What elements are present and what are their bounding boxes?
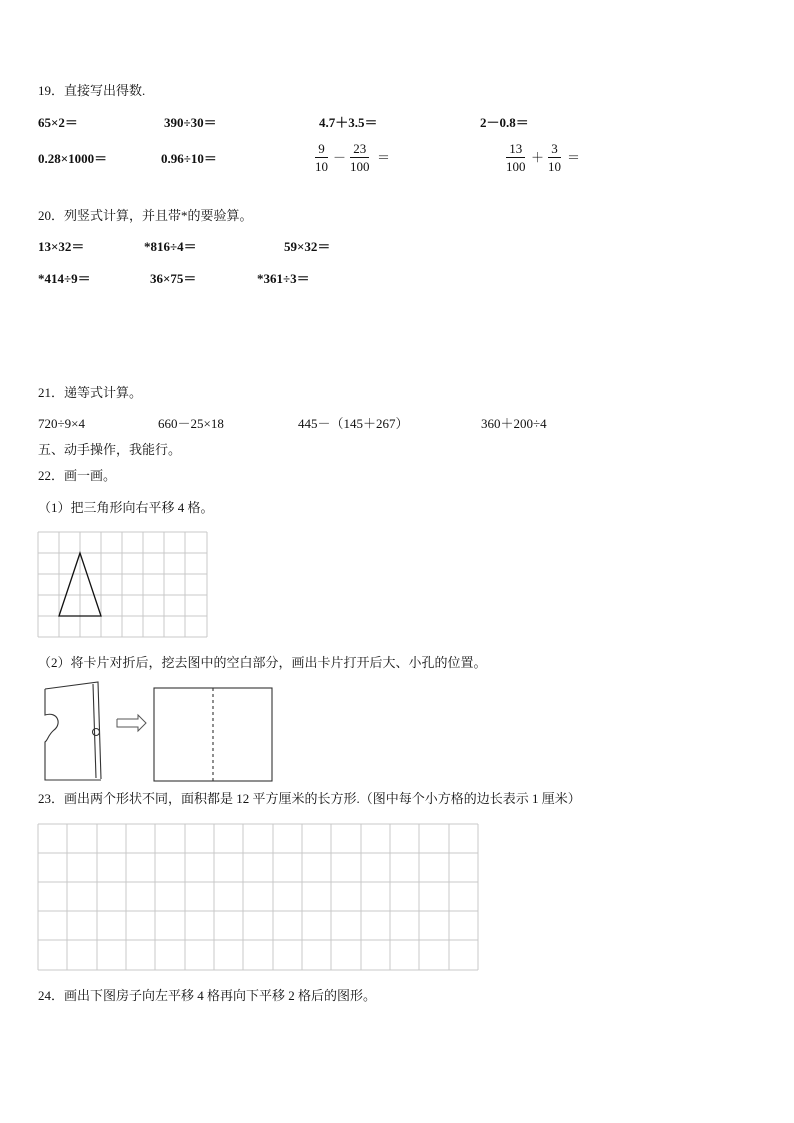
q22-sub1: （1）把三角形向右平移 4 格。 [38,500,214,515]
q21-item-4: 360＋200÷4 [481,416,547,431]
q22-sub2: （2）将卡片对折后，挖去图中的空白部分，画出卡片打开后大、小孔的位置。 [38,655,487,670]
minus-operator: － [333,150,347,165]
q21-item-1: 720÷9×4 [38,416,85,431]
q20-title: 20．列竖式计算，并且带*的要验算。 [38,208,253,223]
q19-item-3: 4.7＋3.5＝ [319,115,378,130]
q20-item-6: *361÷3＝ [257,271,310,286]
q22-title: 22．画一画。 [38,468,117,483]
fraction-23-100 [347,141,373,174]
q19-item-2: 390÷30＝ [164,115,217,130]
fraction-3-10 [545,141,564,174]
numerator: 9 [315,141,328,158]
q21-title: 21．递等式计算。 [38,385,143,400]
rectangle-grid [37,823,481,973]
q19-item-1: 65×2＝ [38,115,78,130]
denominator: 100 [350,159,370,174]
arrow-icon [117,715,146,731]
q20-item-1: 13×32＝ [38,239,85,254]
numerator: 3 [548,141,561,158]
plus-operator: ＋ [531,150,545,165]
q19-item-6: 0.96÷10＝ [161,151,217,166]
q23-title: 23．画出两个形状不同，面积都是 12 平方厘米的长方形.（图中每个小方格的边长表示 1 厘米） [38,791,581,806]
equals-sign: ＝ [377,150,391,165]
q19-item-4: 2－0.8＝ [480,115,529,130]
section-5-title: 五、动手操作，我能行。 [38,442,182,457]
q20-item-4: *414÷9＝ [38,271,91,286]
q19-item-5: 0.28×1000＝ [38,151,108,166]
numerator: 13 [506,141,525,158]
q19-title: 19．直接写出得数. [38,83,146,98]
triangle-grid [37,531,209,639]
numerator: 23 [350,141,369,158]
equals-sign: ＝ [567,150,581,165]
q21-item-3: 445－（145＋267） [298,416,409,431]
q24-title: 24．画出下图房子向左平移 4 格再向下平移 2 格后的图形。 [38,988,377,1003]
denominator: 100 [506,159,526,174]
q20-item-5: 36×75＝ [150,271,197,286]
fraction-9-10 [312,141,331,174]
q20-item-3: 59×32＝ [284,239,331,254]
fraction-13-100 [503,141,529,174]
q20-item-2: *816÷4＝ [144,239,197,254]
denominator: 10 [548,159,561,174]
q21-item-2: 660－25×18 [158,416,224,431]
denominator: 10 [315,159,328,174]
folded-card-figure [40,680,280,784]
